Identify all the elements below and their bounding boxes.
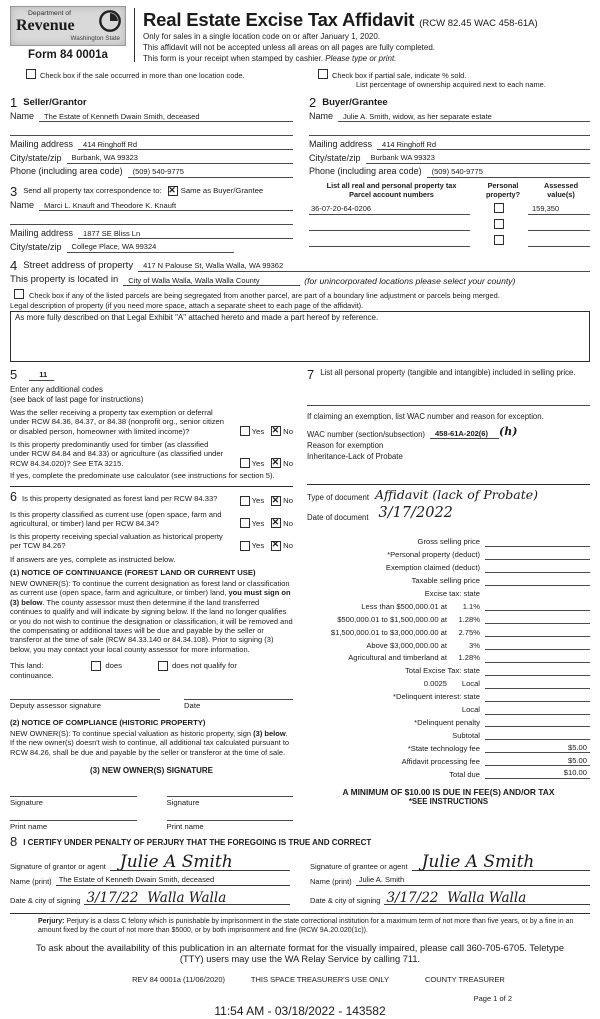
cashier-stamp: 11:54 AM - 03/18/2022 - 143582 xyxy=(214,1003,386,1018)
notice-continuance-body: NEW OWNER(S): To continue the current designation as forest land or classification as current use (open space, farm and agriculture, or timber) land, you must sign on (3) below. The county assessor must then determine if the land transferred continues to qualify and will indicate by signing below. If the land no longer qualifies or you do not wish to continue the designation or classification, it will be removed and the compensating or additional taxes will be due and payable by the seller or transferor at the time of sale (RCW 84.33.140 or 84.34.108). Prior to signing (3) below, you may contact your local county assessor for more information. xyxy=(10,579,293,654)
fee-amount-field[interactable] xyxy=(485,717,590,728)
yes-checkbox[interactable] xyxy=(240,541,250,551)
parcel-number-field[interactable] xyxy=(309,236,470,247)
yes-no-group xyxy=(235,518,293,528)
fee-label: Less than $500,000.01 at xyxy=(361,601,447,611)
personal-property-header: Personal property? xyxy=(485,180,521,199)
fee-amount-field[interactable] xyxy=(485,614,590,625)
parcel-row xyxy=(309,235,590,247)
fee-row xyxy=(307,601,590,612)
yes-label: Yes xyxy=(251,426,265,436)
owner-print-name-line-1[interactable]: Print name xyxy=(10,820,137,832)
additional-codes-line1: Enter any additional codes xyxy=(10,384,103,394)
parcel-numbers-header: List all real and personal property tax Parcel account numbers xyxy=(326,180,457,199)
partial-sale-label: Check box if partial sale, indicate % sold. xyxy=(332,71,467,81)
treasurer-use-only: THIS SPACE TREASURER'S USE ONLY xyxy=(250,975,390,985)
parcel-row xyxy=(309,203,590,215)
section-6-questions xyxy=(10,490,293,551)
fee-label: Total due xyxy=(449,769,480,779)
certify-statement: I CERTIFY UNDER PENALTY OF PERJURY THAT THE FOREGOING IS TRUE AND CORRECT xyxy=(23,838,372,848)
ownership-percentage-note: List percentage of ownership acquired next to each name. xyxy=(356,80,546,90)
no-checkbox[interactable] xyxy=(271,458,281,468)
document-divider xyxy=(307,484,590,485)
partial-sale-checkbox[interactable] xyxy=(318,69,328,79)
section-2-number: 2 xyxy=(309,94,317,110)
section-4-number: 4 xyxy=(10,257,18,273)
fee-row xyxy=(307,704,590,715)
land-qualify-row xyxy=(10,661,293,671)
notice-compliance-title: (2) NOTICE OF COMPLIANCE (HISTORIC PROPERTY) xyxy=(10,718,206,728)
header-note-1: Only for sales in a single location code on or after January 1, 2020. xyxy=(143,32,381,42)
wac-number-label: WAC number (section/subsection) xyxy=(307,429,426,439)
correspondence-name-overflow-line[interactable] xyxy=(10,214,293,225)
fee-label: Total Excise Tax: state xyxy=(405,666,480,676)
fee-label: Gross selling price xyxy=(417,537,480,547)
correspondence-city-label: City/state/zip xyxy=(10,241,62,252)
grantee-print-name-field[interactable]: Julie A. Smith xyxy=(356,875,590,886)
page-number: Page 1 of 2 xyxy=(473,994,512,1004)
buyer-city-field[interactable]: Burbank WA 99323 xyxy=(366,153,590,164)
fee-amount-field[interactable] xyxy=(485,575,590,586)
logo-text-washington-state: Washington State xyxy=(70,35,120,43)
assessed-value-field[interactable] xyxy=(528,220,590,231)
buyer-heading: Buyer/Grantee xyxy=(322,96,388,108)
fee-row xyxy=(307,562,590,573)
fee-row xyxy=(307,536,590,547)
fee-amount-field[interactable] xyxy=(485,691,590,702)
parcel-number-field[interactable] xyxy=(309,220,470,231)
grantor-signature-field[interactable] xyxy=(110,852,290,873)
located-in-field[interactable]: City of Walla Walla, Walla Walla County xyxy=(123,276,300,287)
fee-label: Affidavit processing fee xyxy=(401,756,480,766)
no-checkbox[interactable] xyxy=(271,518,281,528)
fee-rate: 1.28% xyxy=(458,653,480,663)
grantor-signature-label: Signature of grantor or agent xyxy=(10,861,106,871)
no-checkbox[interactable] xyxy=(271,426,281,436)
seller-phone-field[interactable]: (509) 540-9775 xyxy=(128,167,293,178)
reason-for-exemption-label: Reason for exemption xyxy=(307,441,384,451)
fee-label: *Personal property (deduct) xyxy=(387,550,480,560)
yes-label: Yes xyxy=(251,496,265,506)
question-text: Is this property receiving special valuation as historical property per TCW 84.26? xyxy=(10,531,223,551)
grantor-signature-block xyxy=(10,849,290,905)
yes-checkbox[interactable] xyxy=(240,426,250,436)
grantor-date-city-label: Date & city of signing xyxy=(10,895,81,905)
no-label: No xyxy=(283,496,293,506)
left-column xyxy=(10,364,293,832)
owner-signature-line-2[interactable]: Signature xyxy=(167,796,294,808)
section-divider xyxy=(10,486,293,487)
fee-rate: Local xyxy=(461,679,480,689)
buyer-phone-field[interactable]: (509) 540-9775 xyxy=(427,167,590,178)
yes-label: Yes xyxy=(251,541,265,551)
seller-mailing-field[interactable]: 414 Ringhoff Rd xyxy=(78,140,293,151)
seller-name-label: Name xyxy=(10,111,35,122)
grantor-print-name-label: Name (print) xyxy=(10,876,52,886)
buyer-name-overflow-line[interactable] xyxy=(309,125,590,136)
partial-sale-check-row xyxy=(318,69,590,90)
fee-label: $1,500,000.01 to $3,000,000.00 at xyxy=(330,627,447,637)
buyer-city-label: City/state/zip xyxy=(309,152,361,163)
continuance-tail: continuance. xyxy=(10,671,54,681)
type-of-document-value[interactable]: Affidavit (lack of Probate) xyxy=(374,486,539,502)
same-as-buyer-checkbox[interactable] xyxy=(168,186,178,196)
legal-description-label: Legal description of property (if you need more space, attach a separate sheet to each page of the affidavit). xyxy=(10,300,364,310)
yes-no-question xyxy=(10,440,293,468)
date-of-document-value[interactable]: 3/17/2022 xyxy=(378,505,453,522)
header-note-2: This affidavit will not be accepted unless all areas on all pages are fully completed. xyxy=(143,43,436,53)
grantee-signature-label: Signature of grantee or agent xyxy=(310,861,408,871)
assessed-value-header: Assessed value(s) xyxy=(543,180,579,199)
personal-property-field[interactable] xyxy=(307,395,590,406)
rev-form-number: REV 84 0001a (11/06/2020) xyxy=(132,975,225,985)
fee-label: Excise tax: state xyxy=(424,589,480,599)
grantor-print-name-field[interactable]: The Estate of Kenneth Dwain Smith, deceased xyxy=(56,875,290,886)
fee-row xyxy=(307,614,590,625)
segregated-label: Check box if any of the listed parcels are being segregated from another parcel, are part of a boundary line adjustment or parcels being merged. xyxy=(29,291,500,301)
fee-row xyxy=(307,768,590,779)
top-checkbox-row xyxy=(10,69,590,90)
wac-number-field[interactable]: 458-61A-202(6) xyxy=(430,429,499,440)
buyer-name-label: Name xyxy=(309,111,334,122)
yes-no-group xyxy=(235,458,293,468)
same-as-buyer-label: Same as Buyer/Grantee xyxy=(180,186,264,196)
buyer-mailing-field[interactable]: 414 Ringhoff Rd xyxy=(377,140,590,151)
grantor-date-city-script: 3/17/22 Walla Walla xyxy=(86,890,227,907)
question-text: 6 Is this property designated as forest land per RCW 84.33? xyxy=(10,490,218,505)
yes-label: Yes xyxy=(251,518,265,528)
multi-location-check-row xyxy=(10,69,318,90)
fee-label: Subtotal xyxy=(452,730,480,740)
seller-mailing-label: Mailing address xyxy=(10,138,74,149)
fee-amount-field[interactable] xyxy=(485,704,590,715)
personal-property-intro: List all personal property (tangible and intangible) included in selling price. xyxy=(320,367,576,377)
additional-code-field[interactable]: 11 xyxy=(29,370,54,381)
county-treasurer-label: COUNTY TREASURER xyxy=(425,975,505,985)
multi-location-checkbox[interactable] xyxy=(26,69,36,79)
certification-heading xyxy=(10,835,590,848)
certification-signatures xyxy=(10,849,590,905)
land-does-not-checkbox[interactable] xyxy=(158,661,168,671)
fee-amount-field[interactable] xyxy=(485,588,590,599)
new-owners-signature-title: (3) NEW OWNER(S) SIGNATURE xyxy=(90,766,213,776)
fee-row xyxy=(307,652,590,663)
personal-property-checkbox[interactable] xyxy=(494,203,504,213)
seller-name-field[interactable]: The Estate of Kenneth Dwain Smith, deceased xyxy=(39,112,293,123)
parcel-table-header xyxy=(309,181,590,199)
yes-no-group xyxy=(235,426,293,436)
wac-handwritten-suffix: (h) xyxy=(499,425,518,439)
fee-label: Agricultural and timberland at xyxy=(348,653,447,663)
date-of-document-label: Date of document xyxy=(307,512,369,522)
fee-amount-field[interactable]: $5.00 xyxy=(485,756,590,767)
parcel-row xyxy=(309,219,590,231)
if-yes-instruction: If answers are yes, complete as instructed below. xyxy=(10,554,176,564)
section-5-questions xyxy=(10,408,293,468)
fee-rate: 1.28% xyxy=(458,614,480,624)
buyer-mailing-label: Mailing address xyxy=(309,138,373,149)
property-section xyxy=(10,259,590,362)
grantee-print-name-label: Name (print) xyxy=(310,876,352,886)
personal-property-checkbox[interactable] xyxy=(494,235,504,245)
section-3-number: 3 xyxy=(10,183,18,199)
grantee-date-city-label: Date & city of signing xyxy=(310,895,381,905)
yes-checkbox[interactable] xyxy=(240,518,250,528)
fee-amount-field[interactable] xyxy=(485,665,590,676)
section-1-number: 1 xyxy=(10,94,18,110)
grantee-date-city-script: 3/17/22 Walla Walla xyxy=(386,890,527,907)
fee-amount-field[interactable] xyxy=(485,562,590,573)
fee-row xyxy=(307,691,590,702)
fee-row xyxy=(307,756,590,767)
predominate-use-note: If yes, complete the predominate use calculator (see instructions for section 5). xyxy=(10,471,275,481)
form-title-reference: (RCW 82.45 WAC 458-61A) xyxy=(419,18,538,29)
segregated-checkbox[interactable] xyxy=(14,289,24,299)
logo-text-department-of: Department of xyxy=(28,10,72,17)
fee-amount-field[interactable] xyxy=(485,536,590,547)
dor-logo xyxy=(10,6,126,46)
header xyxy=(10,6,590,64)
grantor-date-city-field[interactable] xyxy=(84,890,290,907)
fee-label: *Delinquent penalty xyxy=(414,717,480,727)
fee-row xyxy=(307,665,590,676)
right-column xyxy=(307,364,590,832)
perjury-divider xyxy=(10,913,590,914)
fee-label: Taxable selling price xyxy=(411,576,480,586)
additional-codes-line2: (see back of last page for instructions) xyxy=(10,394,144,404)
yes-no-group xyxy=(235,496,293,506)
section-7-number: 7 xyxy=(307,366,315,382)
no-label: No xyxy=(283,426,293,436)
fee-table xyxy=(307,536,590,779)
fee-amount-field[interactable]: $10.00 xyxy=(485,768,590,779)
fee-label: *State technology fee xyxy=(407,743,480,753)
fee-amount-field[interactable] xyxy=(485,640,590,651)
seller-city-field[interactable]: Burbank, WA 99323 xyxy=(67,153,293,164)
seller-name-overflow-line[interactable] xyxy=(10,125,293,136)
yes-no-question xyxy=(10,510,293,529)
form-number: Form 84 0001a xyxy=(28,49,108,62)
fee-row xyxy=(307,743,590,754)
section-5-number: 5 xyxy=(10,366,18,382)
seller-column xyxy=(10,91,293,253)
fee-label: Above $3,000,000.00 at xyxy=(366,640,447,650)
deputy-assessor-signature-line[interactable]: Deputy assessor signature xyxy=(10,699,160,711)
logo-text-revenue: Revenue xyxy=(16,17,75,35)
type-of-document-label: Type of document xyxy=(307,492,369,502)
personal-property-cell xyxy=(476,203,522,215)
correspondence-mailing-field[interactable]: 1877 SE Bliss Ln xyxy=(78,229,293,240)
fee-amount-field[interactable] xyxy=(485,549,590,560)
yes-no-group xyxy=(235,541,293,551)
question-text: Was the seller receiving a property tax exemption or deferral under RCW 84.36, 84.37, or 84.38 (nonprofit org., senior citizen or disabled person, homeowner with limited income)? xyxy=(10,408,225,436)
correspondence-label: Send all property tax correspondence to: xyxy=(23,186,162,196)
no-label: No xyxy=(283,458,293,468)
minimum-due-note: A MINIMUM OF $10.00 IS DUE IN FEE(S) AND/OR TAX xyxy=(342,786,555,797)
assessed-value-field[interactable]: 159,350 xyxy=(528,204,590,215)
header-divider xyxy=(134,8,135,62)
parcel-number-field[interactable]: 36-07-20-64-0206 xyxy=(309,204,470,215)
fee-rate: 3% xyxy=(469,640,480,650)
fee-label: 0.0025 xyxy=(423,679,447,689)
no-label: No xyxy=(283,541,293,551)
land-does-label: does xyxy=(105,661,123,671)
grantor-signature-script: Julie A Smith xyxy=(119,852,233,873)
fee-row xyxy=(307,717,590,728)
section-8-number: 8 xyxy=(10,834,18,850)
accessibility-note: To ask about the availability of this publication in an alternate format for the visually impaired, please call 360-705-6705. Teletype (TTY) users may use the WA Relay Service by calling 711. xyxy=(36,942,564,965)
yes-checkbox[interactable] xyxy=(240,496,250,506)
buyer-phone-label: Phone (including area code) xyxy=(309,166,422,177)
revenue-swirl-icon xyxy=(98,9,122,36)
exemption-note: If claiming an exemption, list WAC number and reason for exception. xyxy=(307,411,544,421)
seller-city-label: City/state/zip xyxy=(10,152,62,163)
grantee-signature-script: Julie A Smith xyxy=(421,852,535,873)
fee-label: *Delinquent interest: state xyxy=(393,692,480,702)
reason-for-exemption-value[interactable]: Inheritance-Lack of Probate xyxy=(307,451,403,461)
fee-row xyxy=(307,730,590,741)
fee-amount-field[interactable] xyxy=(485,601,590,612)
correspondence-name-label: Name xyxy=(10,200,35,211)
fee-row xyxy=(307,627,590,638)
seller-phone-label: Phone (including area code) xyxy=(10,166,123,177)
fee-amount-field[interactable]: $5.00 xyxy=(485,743,590,754)
no-label: No xyxy=(283,518,293,528)
fee-label: Exemption claimed (deduct) xyxy=(385,563,480,573)
land-does-checkbox[interactable] xyxy=(91,661,101,671)
header-title-block xyxy=(143,6,590,64)
yes-label: Yes xyxy=(251,458,265,468)
buyer-name-field[interactable]: Julie A. Smith, widow, as her separate estate xyxy=(338,112,590,123)
form-title: Real Estate Excise Tax Affidavit xyxy=(143,9,415,30)
fee-amount-field[interactable] xyxy=(485,678,590,689)
seller-heading: Seller/Grantor xyxy=(23,96,87,108)
fee-label: Local xyxy=(461,705,480,715)
multi-location-label: Check box if the sale occurred in more than one location code. xyxy=(40,71,245,81)
yes-checkbox[interactable] xyxy=(240,458,250,468)
segregated-check-row xyxy=(10,289,590,300)
fee-amount-field[interactable] xyxy=(485,652,590,663)
fee-row xyxy=(307,588,590,599)
this-land-label: This land: xyxy=(10,661,44,671)
located-in-note: (for unincorporated locations please select your county) xyxy=(304,275,516,286)
dor-logo-block xyxy=(10,6,126,63)
section-number: 6 xyxy=(10,490,17,505)
yes-no-question xyxy=(10,408,293,436)
personal-property-cell xyxy=(476,219,522,231)
located-in-label: This property is located in xyxy=(10,274,119,286)
fee-amount-field[interactable] xyxy=(485,730,590,741)
correspondence-name-field[interactable]: Marci L. Knauft and Theodore K. Knauft xyxy=(39,201,293,212)
correspondence-city-field[interactable]: College Place, WA 99324 xyxy=(67,242,234,253)
personal-property-cell xyxy=(476,235,522,247)
buyer-column xyxy=(309,91,590,253)
fee-label: $500,000.01 to $1,500,000.00 at xyxy=(337,614,447,624)
grantee-signature-field[interactable] xyxy=(412,852,590,873)
legal-description-box[interactable]: As more fully described on that Legal Exhibit "A" attached hereto and made a part hereof by reference. xyxy=(10,311,590,362)
parcel-rows xyxy=(309,203,590,247)
perjury-statement: Perjury: Perjury is a class C felony which is punishable by imprisonment in the state correctional institution for a maximum term of not more than five years, or by a fine in an amount fixed by the court of not more than $5000, or by both imprisonment and fine (RCW 9A.20.020(1c)). xyxy=(38,918,574,935)
no-checkbox[interactable] xyxy=(271,541,281,551)
assessed-value-field[interactable] xyxy=(528,236,590,247)
personal-property-checkbox[interactable] xyxy=(494,219,504,229)
fee-rate: 2.75% xyxy=(458,627,480,637)
owner-signature-line-1[interactable]: Signature xyxy=(10,796,137,808)
notice-compliance-body: NEW OWNER(S): To continue special valuation as historic property, sign (3) below. If the new owner(s) doesn't wish to continue, all additional tax calculated pursuant to RCW 84.26, shall be due and payable by the seller or transferor at the time of sale. xyxy=(10,728,290,757)
yes-no-question xyxy=(10,532,293,551)
question-text: Is this property classified as current use (open space, farm and agricultural, or timber) land per RCW 84.34? xyxy=(10,509,222,528)
footer-row xyxy=(10,975,590,984)
correspondence-mailing-label: Mailing address xyxy=(10,227,74,238)
street-address-field[interactable]: 417 N Palouse St, Walla Walla, WA 99362 xyxy=(138,261,590,272)
header-note-3: This form is your receipt when stamped by cashier. Please type or print. xyxy=(143,54,397,64)
grantee-date-city-field[interactable] xyxy=(384,890,590,907)
street-address-label: Street address of property xyxy=(23,260,134,271)
grantee-signature-block xyxy=(310,849,590,905)
see-instructions-note: *SEE INSTRUCTIONS xyxy=(408,797,489,807)
fee-row xyxy=(307,575,590,586)
land-does-not-label: does not qualify for xyxy=(172,661,237,671)
question-text: Is this property predominantly used for timber (as classified under RCW 84.84 and 84.33) or agriculture (as classified under RCW 84.34.020)? See ETA 3215. xyxy=(10,439,224,468)
fee-row xyxy=(307,549,590,560)
deputy-date-line[interactable]: Date xyxy=(184,699,293,711)
fee-row xyxy=(307,678,590,689)
fee-amount-field[interactable] xyxy=(485,627,590,638)
notice-continuance-title: (1) NOTICE OF CONTINUANCE (FOREST LAND OR CURRENT USE) xyxy=(10,568,256,578)
owner-print-name-line-2[interactable]: Print name xyxy=(167,820,294,832)
yes-no-question xyxy=(10,490,293,506)
no-checkbox[interactable] xyxy=(271,496,281,506)
fee-rate: 1.1% xyxy=(462,601,480,611)
fee-row xyxy=(307,640,590,651)
